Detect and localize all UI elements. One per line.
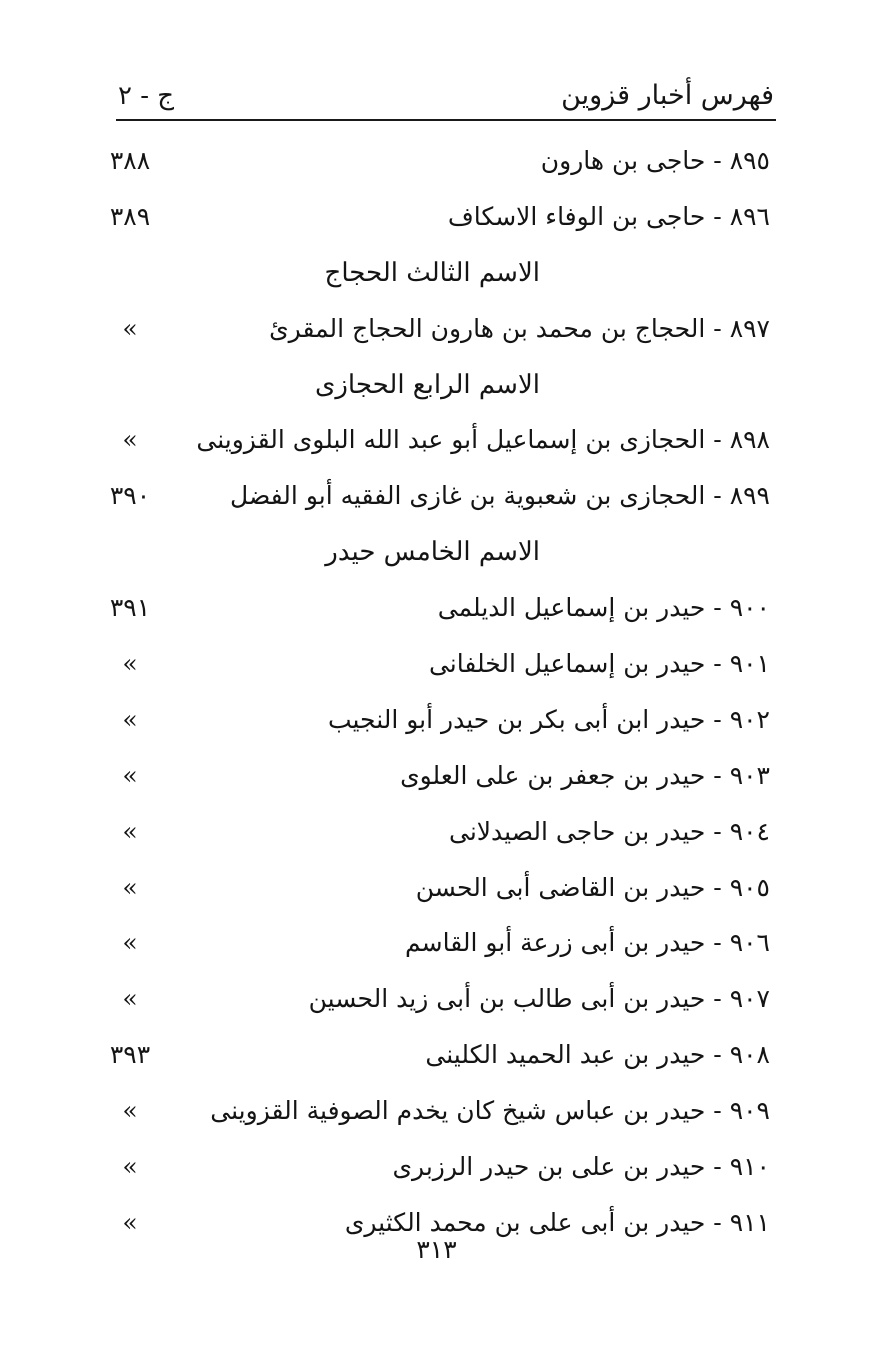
index-entry	[100, 694, 770, 750]
section-heading	[100, 526, 770, 582]
entry-text: ٨٩٥ - حاجى بن هارون	[540, 146, 770, 175]
entry-page-ref: »	[122, 1207, 138, 1237]
index-entry	[100, 1141, 770, 1197]
index-entry	[100, 1029, 770, 1085]
entry-text: ٩٠٧ - حيدر بن أبى طالب بن أبى زيد الحسين	[308, 984, 770, 1014]
entry-text: ٩١٠ - حيدر بن على بن حيدر الرزبرى	[392, 1152, 770, 1182]
entry-text: ٩٠٨ - حيدر بن عبد الحميد الكلينى	[425, 1040, 770, 1070]
section-heading-text: الاسم الثالث الحجاج	[324, 257, 540, 288]
entry-text: ٩٠٢ - حيدر ابن أبى بكر بن حيدر أبو النجيب	[327, 704, 770, 734]
page-number: ٣١٣	[416, 1235, 457, 1264]
section-heading	[100, 359, 770, 415]
index-entry	[100, 191, 770, 247]
index-entry	[100, 582, 770, 638]
entry-text: ٩١١ - حيدر بن أبى على بن محمد الكثيرى	[344, 1207, 770, 1237]
section-heading-text: الاسم الخامس حيدر	[325, 537, 540, 568]
header-title: فهرس أخبار قزوين	[561, 80, 774, 111]
index-entry	[100, 638, 770, 694]
entry-page-ref: ٣٩١	[109, 593, 151, 623]
entry-page-ref: ٣٨٨	[109, 146, 151, 175]
entry-page-ref: »	[122, 313, 138, 343]
index-entry	[100, 973, 770, 1029]
entry-page-ref: »	[122, 425, 138, 455]
entry-page-ref: »	[122, 760, 138, 790]
section-heading-text: الاسم الرابع الحجازى	[315, 369, 540, 400]
entry-text: ٨٩٨ - الحجازى بن إسماعيل أبو عبد الله البلوى القزوينى	[196, 425, 770, 455]
index-list	[100, 135, 770, 1253]
index-entry	[100, 135, 770, 191]
entry-page-ref: ٣٨٩	[109, 201, 151, 231]
entry-page-ref: »	[122, 872, 138, 902]
entry-text: ٩٠٦ - حيدر بن أبى زرعة أبو القاسم	[405, 928, 770, 958]
entry-text: ٩٠٤ - حيدر بن حاجى الصيدلانى	[449, 816, 770, 846]
entry-text: ٨٩٧ - الحجاج بن محمد بن هارون الحجاج المقرئ	[269, 313, 770, 343]
header-rule	[116, 119, 776, 121]
entry-page-ref: »	[122, 928, 138, 958]
entry-text: ٩٠١ - حيدر بن إسماعيل الخلفانى	[428, 649, 770, 679]
entry-page-ref: »	[122, 1152, 138, 1182]
index-entry	[100, 1085, 770, 1141]
index-entry	[100, 750, 770, 806]
entry-page-ref: »	[122, 984, 138, 1014]
entry-page-ref: ٣٩٣	[109, 1040, 151, 1070]
section-heading	[100, 247, 770, 303]
entry-text: ٩٠٩ - حيدر بن عباس شيخ كان يخدم الصوفية القزوينى	[210, 1096, 770, 1126]
index-entry	[100, 917, 770, 973]
index-entry	[100, 862, 770, 918]
volume-label: ج - ٢	[118, 81, 175, 111]
entry-text: ٨٩٩ - الحجازى بن شعبوية بن غازى الفقيه أبو الفضل	[230, 481, 770, 511]
index-entry	[100, 806, 770, 862]
entry-page-ref: ٣٩٠	[109, 481, 151, 511]
entry-page-ref: »	[122, 816, 138, 846]
entry-text: ٩٠٥ - حيدر بن القاضى أبى الحسن	[415, 872, 770, 902]
entry-text: ٨٩٦ - حاجى بن الوفاء الاسكاف	[447, 201, 770, 231]
entry-page-ref: »	[122, 1096, 138, 1126]
running-header	[118, 78, 774, 118]
index-entry	[100, 414, 770, 470]
index-entry	[100, 470, 770, 526]
index-entry	[100, 303, 770, 359]
entry-page-ref: »	[122, 704, 138, 734]
entry-text: ٩٠٣ - حيدر بن جعفر بن على العلوى	[400, 760, 770, 790]
entry-text: ٩٠٠ - حيدر بن إسماعيل الديلمى	[437, 593, 770, 623]
entry-page-ref: »	[122, 649, 138, 679]
